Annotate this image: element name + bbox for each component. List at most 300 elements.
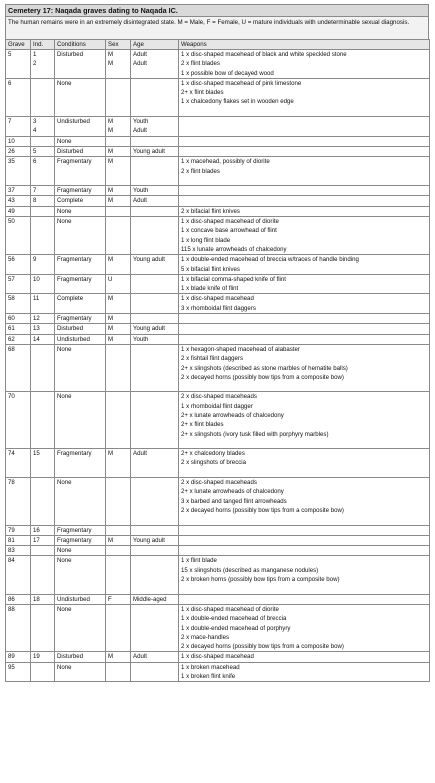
grave-cell bbox=[6, 344, 31, 391]
grave-cell bbox=[6, 78, 31, 116]
sex-cell-line: U bbox=[108, 275, 113, 283]
sex-cell bbox=[106, 146, 131, 156]
ind-cell-line bbox=[33, 176, 54, 185]
conditions-cell bbox=[55, 157, 106, 186]
age-cell bbox=[131, 546, 179, 556]
sex-cell-line bbox=[108, 245, 130, 254]
grave-number: 68 bbox=[8, 345, 15, 353]
sex-cell-line bbox=[108, 207, 130, 216]
sex-cell bbox=[106, 535, 131, 545]
grave-number: 79 bbox=[8, 526, 15, 534]
sex-cell-line bbox=[108, 633, 130, 642]
sex-cell-line bbox=[108, 468, 130, 477]
conditions-cell bbox=[55, 392, 106, 449]
conditions-value: Complete bbox=[57, 197, 84, 205]
sex-cell bbox=[106, 594, 131, 604]
age-cell bbox=[131, 196, 179, 206]
weapons-cell-line: 2+ x lunate arrowheads of chalcedony bbox=[181, 488, 284, 496]
grave-number: 74 bbox=[8, 450, 15, 458]
sex-cell-line bbox=[108, 167, 130, 176]
sex-cell-line: M bbox=[108, 335, 114, 343]
age-cell-line bbox=[133, 515, 178, 524]
weapons-cell-line bbox=[181, 117, 429, 126]
grave-number: 26 bbox=[8, 147, 15, 155]
age-cell-line: Adult bbox=[133, 51, 147, 58]
ind-cell bbox=[31, 556, 55, 594]
ind-cell-line bbox=[33, 284, 54, 293]
sex-cell-line bbox=[108, 217, 130, 226]
conditions-value: Fragmentary bbox=[57, 536, 92, 544]
sex-cell-line: M bbox=[108, 256, 114, 264]
grave-cell bbox=[6, 535, 31, 545]
sex-cell bbox=[106, 525, 131, 535]
sex-cell-line bbox=[108, 354, 130, 363]
ind-cell-line bbox=[33, 411, 54, 420]
ind-cell-line bbox=[33, 402, 54, 411]
table-description: The human remains were in an extremely disintegrated state. M = Male, F = Female, U = mature individuals with undeterminable sexual diagnosis. bbox=[5, 16, 429, 39]
weapons-cell-line bbox=[181, 536, 429, 545]
age-cell-line bbox=[133, 137, 178, 146]
weapons-cell-line bbox=[181, 324, 429, 333]
ind-cell-line bbox=[33, 506, 54, 515]
sex-cell-line bbox=[108, 88, 130, 97]
age-cell bbox=[131, 535, 179, 545]
ind-cell-line bbox=[33, 633, 54, 642]
grave-number: 58 bbox=[8, 295, 15, 303]
weapons-cell-line bbox=[181, 126, 429, 135]
grave-number: 78 bbox=[8, 479, 15, 487]
conditions-cell bbox=[55, 662, 106, 682]
sex-cell bbox=[106, 324, 131, 334]
sex-cell bbox=[106, 344, 131, 391]
grave-cell bbox=[6, 556, 31, 594]
ind-cell bbox=[31, 217, 55, 255]
sex-cell-line bbox=[108, 556, 130, 565]
weapons-cell bbox=[179, 196, 430, 206]
weapons-cell-line: 1 x bifacial comma-shaped knife of flint bbox=[181, 275, 286, 283]
sex-cell bbox=[106, 136, 131, 146]
age-cell-line bbox=[133, 107, 178, 116]
ind-cell-line bbox=[33, 439, 54, 448]
document bbox=[5, 4, 429, 682]
ind-cell bbox=[31, 206, 55, 216]
ind-cell bbox=[31, 274, 55, 294]
weapons-cell-line bbox=[181, 468, 429, 477]
conditions-value: Undisturbed bbox=[57, 595, 90, 603]
conditions-cell bbox=[55, 217, 106, 255]
age-cell-line bbox=[133, 420, 178, 429]
sex-cell-line bbox=[108, 624, 130, 633]
sex-cell-line bbox=[108, 526, 130, 535]
ind-cell-line: 14 bbox=[33, 335, 40, 343]
grave-cell bbox=[6, 294, 31, 314]
grave-number: 89 bbox=[8, 653, 15, 661]
weapons-cell-line: 1 x disc-shaped macehead of black and white speckled stone bbox=[181, 51, 347, 58]
conditions-cell bbox=[55, 324, 106, 334]
sex-cell bbox=[106, 314, 131, 324]
age-cell bbox=[131, 478, 179, 525]
sex-cell bbox=[106, 546, 131, 556]
age-cell-line bbox=[133, 217, 178, 226]
ind-cell bbox=[31, 546, 55, 556]
header-sex: Sex bbox=[106, 40, 131, 50]
age-cell-line bbox=[133, 575, 178, 584]
sex-cell bbox=[106, 157, 131, 186]
conditions-cell bbox=[55, 146, 106, 156]
sex-cell-line: M bbox=[108, 127, 114, 135]
table-row bbox=[6, 206, 430, 216]
header-weapons: Weapons bbox=[179, 40, 430, 50]
age-cell bbox=[131, 556, 179, 594]
age-cell-line bbox=[133, 605, 178, 614]
weapons-cell bbox=[179, 652, 430, 662]
age-cell-line bbox=[133, 392, 178, 401]
table-row bbox=[6, 334, 430, 344]
weapons-cell bbox=[179, 136, 430, 146]
weapons-cell-line bbox=[181, 526, 429, 535]
weapons-cell-line: 1 x disc-shaped macehead of pink limestone bbox=[181, 79, 302, 87]
table-row bbox=[6, 117, 430, 137]
age-cell bbox=[131, 157, 179, 186]
conditions-cell bbox=[55, 546, 106, 556]
ind-cell-line bbox=[33, 515, 54, 524]
conditions-cell bbox=[55, 525, 106, 535]
weapons-cell bbox=[179, 157, 430, 186]
grave-number: 7 bbox=[8, 118, 12, 126]
age-cell-line: Adult bbox=[133, 653, 147, 661]
grave-number: 84 bbox=[8, 557, 15, 565]
grave-cell bbox=[6, 334, 31, 344]
ind-cell-line bbox=[33, 345, 54, 354]
header-age: Age bbox=[131, 40, 179, 50]
sex-cell bbox=[106, 206, 131, 216]
conditions-cell bbox=[55, 117, 106, 137]
ind-cell bbox=[31, 535, 55, 545]
sex-cell-line: M bbox=[108, 60, 114, 68]
conditions-value: None bbox=[57, 207, 72, 215]
weapons-cell-line: 1 x rhomboidal flint dagger bbox=[181, 402, 253, 410]
sex-cell-line bbox=[108, 304, 130, 313]
age-cell-line bbox=[133, 265, 178, 274]
table-row bbox=[6, 294, 430, 314]
sex-cell-line bbox=[108, 566, 130, 575]
weapons-cell bbox=[179, 117, 430, 137]
age-cell-line bbox=[133, 294, 178, 303]
header-conditions: Conditions bbox=[55, 40, 106, 50]
header-grave: Grave bbox=[6, 40, 31, 50]
age-cell bbox=[131, 334, 179, 344]
weapons-cell-line bbox=[181, 176, 429, 185]
weapons-cell-line: 1 x disc-shaped macehead of diorite bbox=[181, 605, 279, 613]
age-cell-line: Adult bbox=[133, 197, 147, 205]
weapons-cell bbox=[179, 535, 430, 545]
age-cell-line bbox=[133, 439, 178, 448]
sex-cell bbox=[106, 117, 131, 137]
age-cell-line bbox=[133, 226, 178, 235]
ind-cell-line: 9 bbox=[33, 256, 37, 264]
ind-cell bbox=[31, 662, 55, 682]
table-row bbox=[6, 78, 430, 116]
sex-cell bbox=[106, 662, 131, 682]
sex-cell-line bbox=[108, 236, 130, 245]
ind-cell-line: 8 bbox=[33, 197, 37, 205]
weapons-cell bbox=[179, 392, 430, 449]
age-cell-line bbox=[133, 275, 178, 284]
table-row bbox=[6, 50, 430, 79]
sex-cell bbox=[106, 274, 131, 294]
ind-cell-line bbox=[33, 107, 54, 116]
table-row bbox=[6, 344, 430, 391]
weapons-cell bbox=[179, 546, 430, 556]
grave-cell bbox=[6, 136, 31, 146]
age-cell-line: Adult bbox=[133, 127, 147, 135]
weapons-cell bbox=[179, 146, 430, 156]
ind-cell-line bbox=[33, 624, 54, 633]
ind-cell-line: 13 bbox=[33, 325, 40, 333]
weapons-cell-line: 1 x double-ended macehead of porphyry bbox=[181, 624, 291, 632]
grave-number: 5 bbox=[8, 51, 12, 58]
weapons-cell-line: 2+ x lunate arrowheads of chalcedony bbox=[181, 411, 284, 419]
conditions-cell bbox=[55, 78, 106, 116]
age-cell-line bbox=[133, 506, 178, 515]
ind-cell-line bbox=[33, 226, 54, 235]
ind-cell bbox=[31, 314, 55, 324]
sex-cell-line bbox=[108, 69, 130, 78]
sex-cell-line bbox=[108, 478, 130, 487]
ind-cell-line bbox=[33, 217, 54, 226]
table-row bbox=[6, 146, 430, 156]
age-cell-line bbox=[133, 546, 178, 555]
age-cell bbox=[131, 274, 179, 294]
weapons-cell-line: 2 x disc-shaped maceheads bbox=[181, 479, 257, 487]
conditions-cell bbox=[55, 556, 106, 594]
table-row bbox=[6, 324, 430, 334]
age-cell bbox=[131, 50, 179, 79]
conditions-cell bbox=[55, 604, 106, 651]
weapons-cell bbox=[179, 478, 430, 525]
age-cell bbox=[131, 324, 179, 334]
conditions-value: Fragmentary bbox=[57, 158, 92, 166]
table-row bbox=[6, 255, 430, 275]
grave-number: 70 bbox=[8, 393, 15, 401]
sex-cell-line bbox=[108, 487, 130, 496]
sex-cell-line: F bbox=[108, 595, 112, 603]
sex-cell-line: M bbox=[108, 118, 114, 126]
conditions-value: None bbox=[57, 393, 72, 401]
conditions-cell bbox=[55, 206, 106, 216]
grave-number: 83 bbox=[8, 547, 15, 555]
sex-cell-line bbox=[108, 439, 130, 448]
grave-number: 62 bbox=[8, 335, 15, 343]
sex-cell-line bbox=[108, 373, 130, 382]
weapons-cell-line: 1 x possible bow of decayed wood bbox=[181, 69, 274, 77]
age-cell-line bbox=[133, 478, 178, 487]
weapons-cell-line: 1 x blade knife of flint bbox=[181, 285, 239, 293]
sex-cell-line: M bbox=[108, 197, 114, 205]
age-cell bbox=[131, 78, 179, 116]
conditions-value: None bbox=[57, 137, 72, 145]
conditions-value: None bbox=[57, 479, 72, 487]
weapons-cell-line: 1 x disc-shaped macehead of diorite bbox=[181, 218, 279, 226]
ind-cell bbox=[31, 344, 55, 391]
grave-number: 10 bbox=[8, 137, 15, 145]
ind-cell bbox=[31, 478, 55, 525]
sex-cell bbox=[106, 50, 131, 79]
table-row bbox=[6, 186, 430, 196]
weapons-cell-line: 5 x bifacial flint knives bbox=[181, 265, 240, 273]
weapons-cell-line bbox=[181, 137, 429, 146]
age-cell bbox=[131, 449, 179, 478]
weapons-cell-line: 2 x decayed horns (possibly bow tips from a composite bow) bbox=[181, 643, 344, 651]
sex-cell-line bbox=[108, 605, 130, 614]
grave-number: 86 bbox=[8, 595, 15, 603]
ind-cell bbox=[31, 196, 55, 206]
ind-cell-line bbox=[33, 382, 54, 391]
table-title: Cemetery 17: Naqada graves dating to Naqada IC. bbox=[5, 4, 429, 16]
grave-cell bbox=[6, 392, 31, 449]
sex-cell bbox=[106, 604, 131, 651]
table-row bbox=[6, 392, 430, 449]
age-cell-line bbox=[133, 402, 178, 411]
ind-cell-line: 18 bbox=[33, 595, 40, 603]
sex-cell-line: M bbox=[108, 158, 114, 166]
weapons-cell bbox=[179, 206, 430, 216]
ind-cell bbox=[31, 449, 55, 478]
age-cell-line bbox=[133, 245, 178, 254]
ind-cell bbox=[31, 594, 55, 604]
grave-cell bbox=[6, 217, 31, 255]
ind-cell-line bbox=[33, 245, 54, 254]
sex-cell-line bbox=[108, 107, 130, 116]
age-cell-line bbox=[133, 304, 178, 313]
ind-cell-line bbox=[33, 304, 54, 313]
conditions-value: None bbox=[57, 663, 72, 671]
weapons-cell-line: 1 x long flint blade bbox=[181, 236, 231, 244]
sex-cell-line bbox=[108, 506, 130, 515]
sex-cell-line bbox=[108, 575, 130, 584]
weapons-cell-line: 2+ x chalcedony blades bbox=[181, 450, 245, 458]
weapons-cell-line: 1 x flint blade bbox=[181, 557, 217, 565]
conditions-value: Complete bbox=[57, 295, 84, 303]
conditions-cell bbox=[55, 255, 106, 275]
conditions-value: Fragmentary bbox=[57, 256, 92, 264]
conditions-value: Fragmentary bbox=[57, 526, 92, 534]
weapons-cell bbox=[179, 314, 430, 324]
age-cell-line bbox=[133, 614, 178, 623]
ind-cell-line: 1 bbox=[33, 51, 37, 58]
conditions-value: None bbox=[57, 218, 72, 226]
age-cell-line: Adult bbox=[133, 60, 147, 68]
table-row bbox=[6, 546, 430, 556]
grave-cell bbox=[6, 274, 31, 294]
weapons-cell bbox=[179, 556, 430, 594]
weapons-cell bbox=[179, 255, 430, 275]
weapons-cell bbox=[179, 334, 430, 344]
age-cell-line bbox=[133, 526, 178, 535]
sex-cell-line bbox=[108, 176, 130, 185]
conditions-cell bbox=[55, 449, 106, 478]
weapons-cell-line: 2 x decayed horns (possibly bow tips from a composite bow) bbox=[181, 506, 344, 514]
ind-cell bbox=[31, 157, 55, 186]
weapons-cell-line: 2 x mace-handles bbox=[181, 633, 230, 641]
grave-number: 81 bbox=[8, 536, 15, 544]
ind-cell-line bbox=[33, 137, 54, 146]
age-cell-line bbox=[133, 458, 178, 467]
ind-cell-line: 11 bbox=[33, 295, 40, 303]
sex-cell bbox=[106, 78, 131, 116]
age-cell-line bbox=[133, 97, 178, 106]
sex-cell-line: M bbox=[108, 295, 114, 303]
conditions-value: Fragmentary bbox=[57, 187, 92, 195]
ind-cell-line bbox=[33, 97, 54, 106]
grave-cell bbox=[6, 324, 31, 334]
conditions-value: Fragmentary bbox=[57, 450, 92, 458]
ind-cell-line bbox=[33, 265, 54, 274]
age-cell-line bbox=[133, 468, 178, 477]
sex-cell-line bbox=[108, 497, 130, 506]
sex-cell-line bbox=[108, 546, 130, 555]
age-cell bbox=[131, 662, 179, 682]
weapons-cell-line: 2 x fishtail flint daggers bbox=[181, 355, 243, 363]
age-cell-line bbox=[133, 314, 178, 323]
age-cell-line bbox=[133, 207, 178, 216]
sex-cell-line: M bbox=[108, 51, 114, 58]
sex-cell-line bbox=[108, 672, 130, 681]
ind-cell-line: 4 bbox=[33, 127, 37, 135]
age-cell bbox=[131, 392, 179, 449]
grave-cell bbox=[6, 196, 31, 206]
sex-cell-line bbox=[108, 382, 130, 391]
weapons-cell-line: 1 x chalcedony flakes set in wooden edge bbox=[181, 98, 294, 106]
sex-cell-line: M bbox=[108, 315, 114, 323]
weapons-cell-line bbox=[181, 196, 429, 205]
conditions-value: Disturbed bbox=[57, 51, 84, 58]
table-row bbox=[6, 274, 430, 294]
sex-cell-line bbox=[108, 614, 130, 623]
age-cell-line bbox=[133, 236, 178, 245]
age-cell-line: Young adult bbox=[133, 325, 165, 333]
ind-cell-line bbox=[33, 364, 54, 373]
conditions-cell bbox=[55, 136, 106, 146]
table-row bbox=[6, 594, 430, 604]
table-row bbox=[6, 662, 430, 682]
grave-number: 95 bbox=[8, 663, 15, 671]
grave-cell bbox=[6, 157, 31, 186]
grave-cell bbox=[6, 546, 31, 556]
ind-cell-line bbox=[33, 614, 54, 623]
ind-cell-line bbox=[33, 392, 54, 401]
ind-cell-line: 6 bbox=[33, 158, 37, 166]
age-cell bbox=[131, 136, 179, 146]
conditions-value: None bbox=[57, 557, 72, 565]
grave-number: 35 bbox=[8, 158, 15, 166]
age-cell bbox=[131, 146, 179, 156]
sex-cell-line bbox=[108, 411, 130, 420]
weapons-cell-line bbox=[181, 595, 429, 604]
ind-cell-line bbox=[33, 88, 54, 97]
weapons-cell-line: 2+ x flint blades bbox=[181, 421, 224, 429]
ind-cell bbox=[31, 117, 55, 137]
grave-cell bbox=[6, 146, 31, 156]
ind-cell-line: 15 bbox=[33, 450, 40, 458]
age-cell-line bbox=[133, 382, 178, 391]
weapons-cell bbox=[179, 525, 430, 535]
conditions-cell bbox=[55, 294, 106, 314]
ind-cell bbox=[31, 324, 55, 334]
age-cell-line bbox=[133, 624, 178, 633]
ind-cell bbox=[31, 50, 55, 79]
ind-cell-line bbox=[33, 468, 54, 477]
